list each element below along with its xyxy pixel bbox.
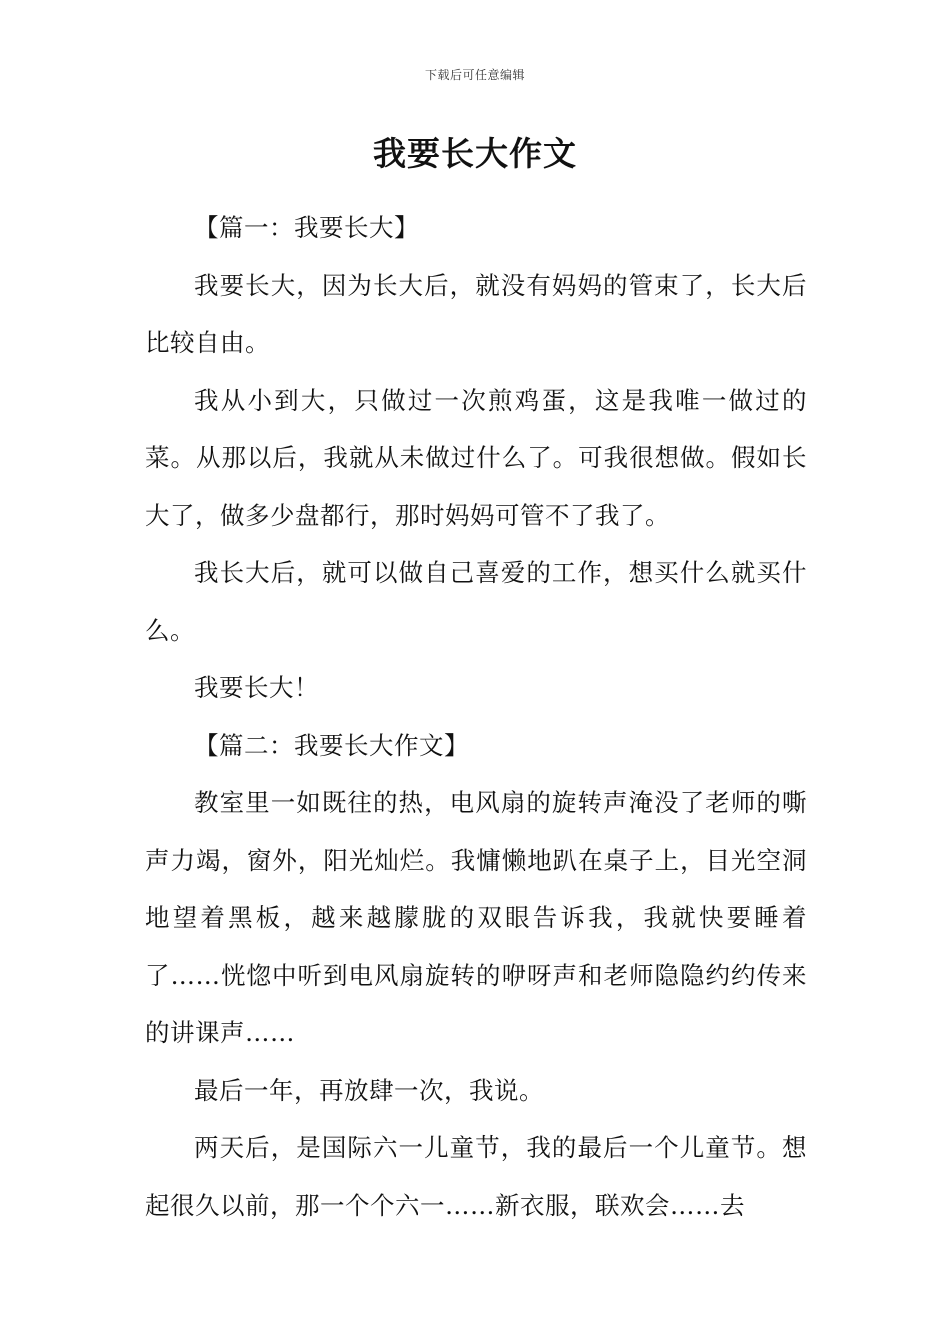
paragraph: 教室里一如既往的热，电风扇的旋转声淹没了老师的嘶声力竭，窗外，阳光灿烂。我慵懒地趴在桌子上，目光空洞地望着黑板，越来越朦胧的双眼告诉我，我就快要睡着了……恍惚中听到电风扇旋转的咿呀声和老师隐隐约约传来的讲课声…… bbox=[145, 788, 807, 1047]
paragraph: 两天后，是国际六一儿童节，我的最后一个儿童节。想起很久以前，那一个个六一……新衣服，联欢会……去 bbox=[145, 1133, 807, 1220]
document-body bbox=[145, 199, 807, 1234]
paragraph: 最后一年，再放肆一次，我说。 bbox=[194, 1075, 544, 1105]
document-title: 我要长大作文 bbox=[373, 134, 577, 173]
paragraph: 我要长大！ bbox=[194, 673, 319, 702]
paragraph: 我长大后，就可以做自己喜爱的工作，想买什么就买什么。 bbox=[145, 558, 807, 645]
paragraph: 我要长大，因为长大后，就没有妈妈的管束了，长大后比较自由。 bbox=[145, 270, 807, 357]
paragraph: 我从小到大，只做过一次煎鸡蛋，这是我唯一做过的菜。从那以后，我就从未做过什么了。可我很想做。假如长大了，做多少盘都行，那时妈妈可管不了我了。 bbox=[145, 385, 807, 530]
section-heading-1: 【篇一：我要长大】 bbox=[194, 213, 419, 242]
header-note: 下载后可任意编辑 bbox=[424, 68, 525, 82]
section-heading-2: 【篇二：我要长大作文】 bbox=[194, 730, 469, 760]
